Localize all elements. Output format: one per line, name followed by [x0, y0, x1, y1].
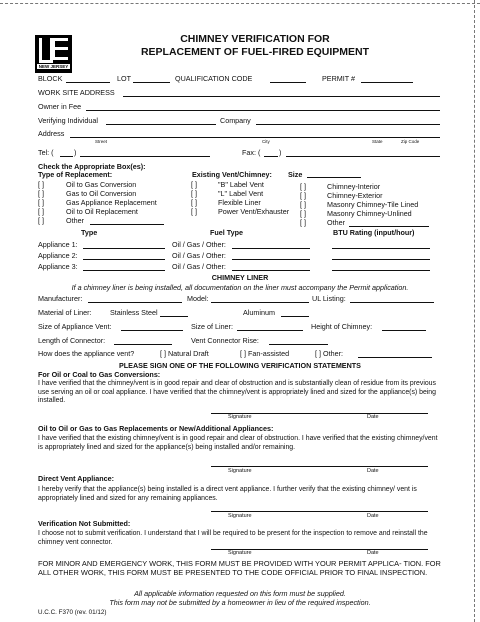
appliance-3-fuel-label: Oil / Gas / Other: — [172, 262, 226, 271]
how-vent-label: How does the appliance vent? — [38, 349, 135, 358]
appliance-2-type-field[interactable] — [83, 259, 165, 260]
logo-text: NEW JERSEY — [38, 64, 69, 69]
stainless-steel-option: Stainless Steel — [110, 308, 158, 317]
statement-2-signature-caption: Signature — [228, 468, 252, 474]
appliance-3-label: Appliance 3: — [38, 262, 78, 271]
appliance-2-fuel-field[interactable] — [232, 259, 310, 260]
chimney-option-other: Other — [327, 218, 345, 227]
height-of-chimney-label: Height of Chimney: — [311, 322, 373, 331]
size-field[interactable] — [307, 177, 361, 178]
model-label: Model: — [187, 294, 209, 303]
appliance-1-fuel-label: Oil / Gas / Other: — [172, 240, 226, 249]
verifying-individual-field[interactable] — [106, 124, 216, 125]
statement-1-signature-caption: Signature — [228, 414, 252, 420]
fan-assisted-checkbox[interactable]: [ ] Fan-assisted — [240, 349, 290, 358]
work-site-address-label: WORK SITE ADDRESS — [38, 88, 115, 97]
length-of-connector-field[interactable] — [114, 344, 172, 345]
appliance-1-label: Appliance 1: — [38, 240, 78, 249]
replacement-option-gas-to-oil: Gas to Oil Conversion — [66, 189, 137, 198]
fax-label: Fax: ( — [242, 148, 261, 157]
company-label: Company — [220, 116, 251, 125]
replacement-checkbox-2[interactable]: [ ] — [38, 189, 44, 198]
size-appliance-vent-label: Size of Appliance Vent: — [38, 322, 112, 331]
manufacturer-field[interactable] — [88, 302, 182, 303]
chimney-checkbox-3[interactable]: [ ] — [300, 200, 306, 209]
statement-3-date-caption: Date — [367, 513, 379, 519]
footer-notice: FOR MINOR AND EMERGENCY WORK, THIS FORM MUST BE PROVIDED WITH YOUR PERMIT APPLICA- TION. FOR ALL OTHER WORK, THIS FORM MUST BE PRESENTED TO THE CODE OFFICIAL PRIOR TO FINAL INSPECTION. — [38, 559, 441, 577]
ucc-logo — [35, 35, 72, 73]
chimney-option-interior: Chimney-Interior — [327, 182, 381, 191]
appliance-1-type-field[interactable] — [83, 248, 165, 249]
permit-field[interactable] — [361, 82, 413, 83]
chimney-other-field[interactable] — [349, 226, 429, 227]
statement-1-date-caption: Date — [367, 414, 379, 420]
replacement-checkbox-3[interactable]: [ ] — [38, 198, 44, 207]
owner-in-fee-field[interactable] — [86, 110, 440, 111]
lot-label: LOT — [117, 74, 131, 83]
verifying-individual-label: Verifying Individual — [38, 116, 98, 125]
replacement-option-oil-to-oil: Oil to Oil Replacement — [66, 207, 138, 216]
appliance-1-fuel-field[interactable] — [232, 248, 310, 249]
replacement-checkbox-5[interactable]: [ ] — [38, 216, 44, 225]
chimney-checkbox-2[interactable]: [ ] — [300, 191, 306, 200]
page-subtitle: REPLACEMENT OF FUEL-FIRED EQUIPMENT — [140, 46, 370, 58]
work-site-address-field[interactable] — [123, 96, 440, 97]
btu-column-header: BTU Rating (input/hour) — [333, 228, 415, 237]
tel-close: ) — [74, 148, 77, 157]
vent-checkbox-2[interactable]: [ ] — [191, 189, 197, 198]
appliance-3-btu-field[interactable] — [332, 270, 430, 271]
chimney-option-tile-lined: Masonry Chimney-Tile Lined — [327, 200, 419, 209]
stainless-steel-field[interactable] — [160, 316, 188, 317]
chimney-option-unlined: Masonry Chimney-Unlined — [327, 209, 412, 218]
fax-field[interactable] — [286, 156, 440, 157]
statement-3-signature-line[interactable] — [211, 511, 428, 512]
vent-option-power-vent: Power Vent/Exhauster — [218, 207, 290, 216]
block-label: BLOCK — [38, 74, 63, 83]
statement-2-text: I have verified that the existing chimney/vent is in good repair and clear of obstruction. I have verified that the existing chimney/vent is appropriately lined and sized for the appliance(s) being installed and/or remaining. — [38, 435, 438, 451]
check-boxes-heading: Check the Appropriate Box(es): — [38, 162, 146, 171]
vent-option-flexible-liner: Flexible Liner — [218, 198, 261, 207]
replacement-other-field[interactable] — [90, 224, 164, 225]
statement-4-title: Verification Not Submitted: — [38, 519, 131, 528]
replacement-option-other: Other — [66, 216, 84, 225]
chimney-option-exterior: Chimney-Exterior — [327, 191, 383, 200]
other-vent-field[interactable] — [358, 357, 432, 358]
statement-2-signature-line[interactable] — [211, 466, 428, 467]
appliance-3-type-field[interactable] — [83, 270, 165, 271]
statement-2-title: Oil to Oil or Gas to Gas Replacements or New/Additional Appliances: — [38, 424, 274, 433]
lot-field[interactable] — [133, 82, 170, 83]
page-title: CHIMNEY VERIFICATION FOR — [180, 33, 330, 45]
manufacturer-label: Manufacturer: — [38, 294, 83, 303]
existing-vent-heading: Existing Vent/Chimney: — [192, 170, 272, 179]
chimney-checkbox-4[interactable]: [ ] — [300, 209, 306, 218]
ul-listing-label: UL Listing: — [312, 294, 346, 303]
permit-label: PERMIT # — [322, 74, 356, 83]
aluminum-field[interactable] — [281, 316, 309, 317]
replacement-option-gas-appliance: Gas Appliance Replacement — [66, 198, 157, 207]
zip-caption: Zip Code — [401, 139, 420, 144]
company-field[interactable] — [256, 124, 440, 125]
statement-1-title: For Oil or Coal to Gas Conversions: — [38, 370, 161, 379]
appliance-3-fuel-field[interactable] — [232, 270, 310, 271]
statement-4-date-caption: Date — [367, 550, 379, 556]
qualification-code-field[interactable] — [270, 82, 306, 83]
size-of-liner-field[interactable] — [237, 330, 303, 331]
vent-connector-rise-label: Vent Connector Rise: — [191, 336, 259, 345]
aluminum-option: Aluminum — [243, 308, 275, 317]
street-caption: Street — [95, 139, 108, 144]
size-heading: Size — [288, 170, 303, 179]
vent-connector-rise-field[interactable] — [269, 344, 328, 345]
appliance-2-fuel-label: Oil / Gas / Other: — [172, 251, 226, 260]
chimney-checkbox-5[interactable]: [ ] — [300, 218, 306, 227]
vent-checkbox-3[interactable]: [ ] — [191, 198, 197, 207]
appliance-1-btu-field[interactable] — [332, 248, 430, 249]
owner-in-fee-label: Owner in Fee — [38, 102, 82, 111]
vent-checkbox-4[interactable]: [ ] — [191, 207, 197, 216]
statement-2-date-caption: Date — [367, 468, 379, 474]
statement-4-signature-caption: Signature — [228, 550, 252, 556]
statement-3-signature-caption: Signature — [228, 513, 252, 519]
material-of-liner-label: Material of Liner: — [38, 308, 92, 317]
city-caption: City — [262, 139, 270, 144]
chimney-liner-heading: CHIMNEY LINER — [211, 273, 269, 282]
vent-option-l: "L" Label Vent — [218, 189, 264, 198]
verification-statements-heading: PLEASE SIGN ONE OF THE FOLLOWING VERIFICATION STATEMENTS — [119, 361, 361, 370]
tel-label: Tel: ( — [38, 148, 54, 157]
height-of-chimney-field[interactable] — [382, 330, 426, 331]
appliance-2-label: Appliance 2: — [38, 251, 78, 260]
type-column-header: Type — [81, 228, 98, 237]
chimney-checkbox-1[interactable]: [ ] — [300, 182, 306, 191]
model-field[interactable] — [211, 302, 309, 303]
tel-field[interactable] — [80, 156, 210, 157]
appliance-2-btu-field[interactable] — [332, 259, 430, 260]
statement-3-text: I hereby verify that the appliance(s) being installed is a direct vent appliance. I further verify that the existing chimney/ vent is appropriately lined and sized for any remaining appliances. — [38, 486, 417, 502]
fuel-type-column-header: Fuel Type — [210, 228, 244, 237]
other-vent-checkbox[interactable]: [ ] Other: — [315, 349, 343, 358]
fax-area-field[interactable] — [264, 156, 278, 157]
fax-close: ) — [279, 148, 282, 157]
size-appliance-vent-field[interactable] — [121, 330, 183, 331]
address-label: Address — [38, 129, 65, 138]
scan-edge-top — [0, 3, 480, 4]
size-of-liner-label: Size of Liner: — [191, 322, 233, 331]
scan-edge-right — [474, 0, 475, 622]
vent-checkbox-1[interactable]: [ ] — [191, 180, 197, 189]
replacement-option-oil-to-gas: Oil to Gas Conversion — [66, 180, 137, 189]
address-field[interactable] — [70, 137, 440, 138]
footer-note-1: All applicable information requested on this form must be supplied. — [134, 589, 346, 598]
replacement-checkbox-4[interactable]: [ ] — [38, 207, 44, 216]
form-id: U.C.C. F370 (rev. 01/12) — [38, 609, 107, 616]
vent-option-b: "B" Label Vent — [218, 180, 264, 189]
ul-listing-field[interactable] — [350, 302, 434, 303]
statement-4-text: I choose not to submit verification. I understand that I will be required to be present for the inspection to remove and reinstall the chimney vent connector. — [38, 530, 428, 546]
statement-3-title: Direct Vent Appliance: — [38, 474, 115, 483]
tel-area-field[interactable] — [60, 156, 73, 157]
state-caption: State — [372, 139, 383, 144]
block-field[interactable] — [66, 82, 110, 83]
replacement-checkbox-1[interactable]: [ ] — [38, 180, 44, 189]
qualification-code-label: QUALIFICATION CODE — [175, 74, 253, 83]
footer-note-2: This form may not be submitted by a homeowner in lieu of the required inspection. — [109, 598, 371, 607]
statement-1-text: I have verified that the chimney/vent is in good repair and clear of obstruction and is substantially clean of residue from its previous use serving an oil or coal appliance. I have verified that the chimney/vent is appropriately lined and sized for the appliance(s) being installed. — [38, 380, 436, 405]
type-of-replacement-heading: Type of Replacement: — [38, 170, 113, 179]
natural-draft-checkbox[interactable]: [ ] Natural Draft — [160, 349, 209, 358]
chimney-liner-note: If a chimney liner is being installed, all documentation on the liner must accompany the Permit application. — [71, 283, 409, 292]
length-of-connector-label: Length of Connector: — [38, 336, 106, 345]
